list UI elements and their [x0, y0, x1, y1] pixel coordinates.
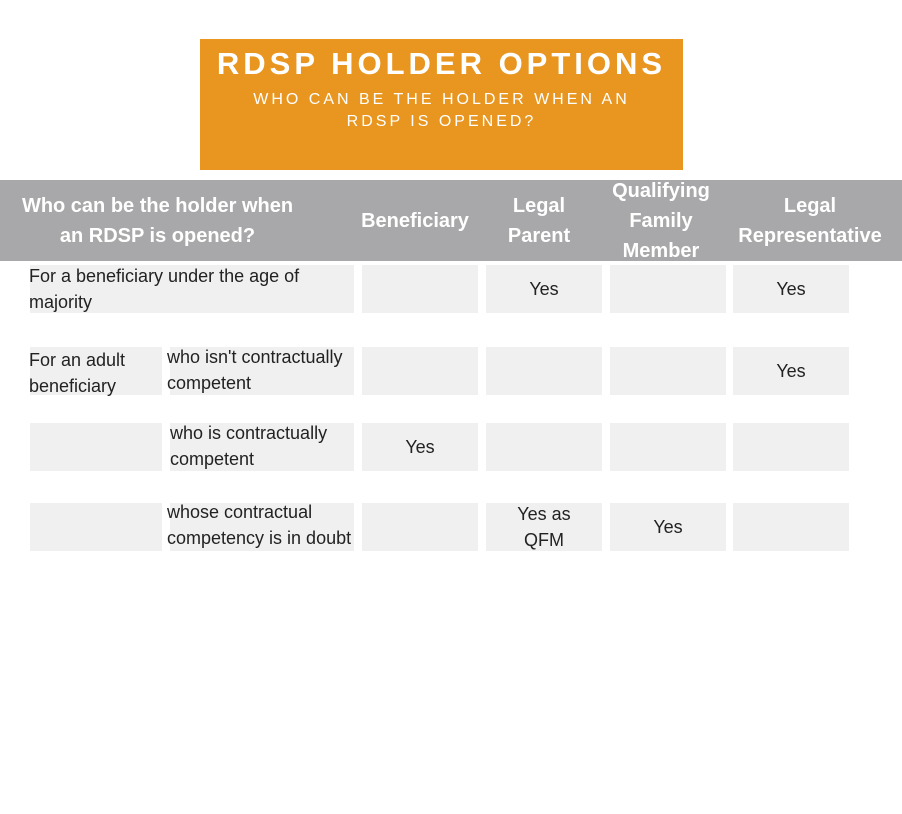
cell-legal-parent: Yes as QFM: [486, 503, 602, 551]
cell-legal-parent: Yes: [486, 265, 602, 313]
row-sub-label: whose contractual competency is in doubt: [167, 502, 352, 548]
row-label: For a beneficiary under the age of majority: [29, 266, 300, 312]
row-sub-label: who is contractually competent: [170, 423, 328, 469]
cell-beneficiary: [362, 347, 478, 395]
table-header: [0, 180, 902, 261]
cell-legal-parent: [486, 347, 602, 395]
header-qfm: Qualifying Family Member: [612, 179, 710, 262]
cell-beneficiary: [362, 265, 478, 313]
cell-qfm: [610, 347, 726, 395]
header-question: Who can be the holder when an RDSP is opened?: [21, 194, 294, 247]
cell-beneficiary: [362, 503, 478, 551]
header-beneficiary: Beneficiary: [361, 209, 469, 232]
cell-legal-rep: [733, 423, 849, 471]
table-row-cell: [30, 423, 162, 471]
cell-qfm: [610, 265, 726, 313]
row-sub-label: who isn't contractually competent: [167, 347, 343, 393]
banner-subtitle: WHO CAN BE THE HOLDER WHEN AN RDSP IS OPENED?: [253, 91, 630, 130]
table-row-cell: [30, 503, 162, 551]
header-legal-parent: Legal Parent: [507, 194, 571, 247]
cell-qfm: Yes: [610, 503, 726, 551]
cell-legal-rep: Yes: [733, 347, 849, 395]
title-banner: [200, 39, 683, 170]
cell-qfm: [610, 423, 726, 471]
banner-title: RDSP HOLDER OPTIONS: [216, 46, 667, 81]
cell-legal-rep: Yes: [733, 265, 849, 313]
header-legal-rep: Legal Representative: [738, 194, 882, 247]
cell-legal-parent: [486, 423, 602, 471]
cell-beneficiary: Yes: [362, 423, 478, 471]
cell-legal-rep: [733, 503, 849, 551]
row-group-label: For an adult beneficiary: [29, 350, 126, 396]
